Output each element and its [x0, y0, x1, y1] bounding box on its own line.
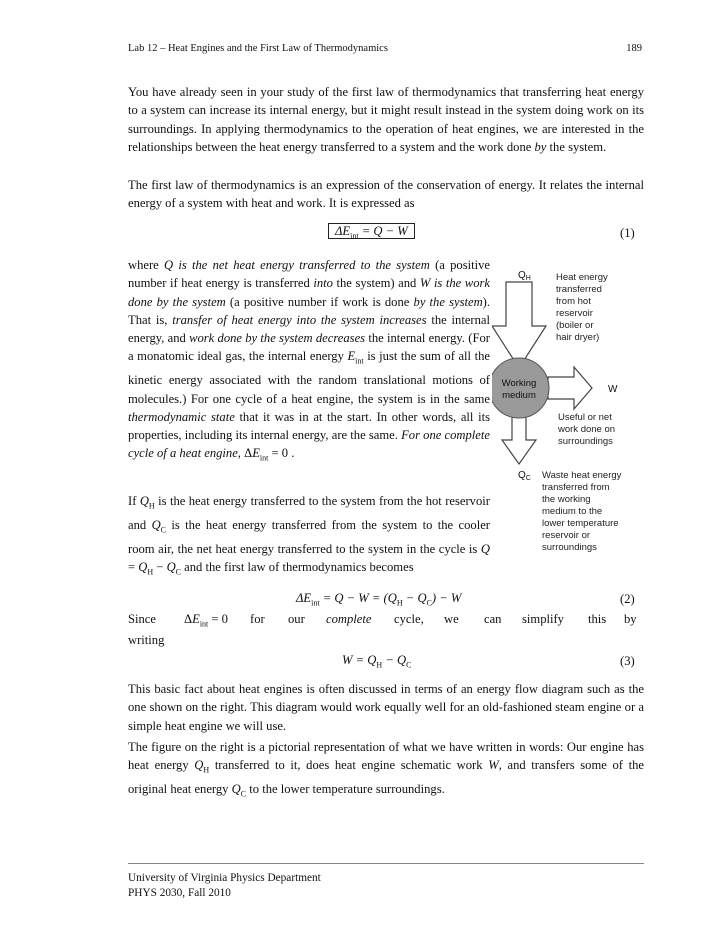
energy-flow-diagram	[492, 268, 662, 598]
equation-2: $\Delta E_{int} = Q - W = (Q_H - Q_C) - W$	[296, 591, 462, 608]
svg-text:Waste heat energy: Waste heat energy	[542, 470, 622, 481]
svg-text:transferred from: transferred from	[542, 482, 610, 493]
equation-3: $W = Q_H - Q_C$	[342, 653, 412, 670]
svg-text:QC: $Q_C$	[518, 470, 531, 482]
header-title: Lab 12 – Heat Engines and the First Law of Thermodynamics	[128, 43, 388, 54]
svg-text:medium to the: medium to the	[542, 506, 603, 517]
svg-text:Useful or net: Useful or net	[558, 412, 612, 423]
svg-text:surroundings: surroundings	[558, 436, 613, 447]
footer	[128, 871, 321, 901]
paragraph-heat-transfer: If $Q_H$ is the heat energy transferred to the system from the hot reservoir and $Q_C$ is the heat energy transferred from the system to the cooler room air, the net heat energy transferred to the system in the cycle is $Q = Q_H - Q_C$ and the first law of thermodynamics becomes	[128, 494, 490, 577]
paragraph-intro: You have already seen in your study of the first law of thermodynamics that transferring heat energy to a system can increase its internal energy, but it might result instead in the system doing work on its surroundings. In applying thermodynamics to the operation of heat engines, we are interested in the relationships between the heat energy transferred to a system and the work done by the system.	[128, 85, 644, 154]
footer-line-2: PHYS 2030, Fall 2010	[128, 887, 231, 899]
equation-2-number: (2)	[620, 592, 635, 606]
svg-text:reservoir or: reservoir or	[542, 530, 591, 541]
equation-3-number: (3)	[620, 654, 635, 668]
w-arrow	[548, 367, 592, 409]
page-number: 189	[626, 43, 642, 54]
svg-text:surroundings: surroundings	[542, 542, 597, 553]
paragraph-definitions: where Q is the net heat energy transferred to the system (a positive number if heat energy is transferred into the system) and W is the work done by the system (a positive number if work is done by the system). That is, transfer of heat energy into the system increases the internal energy, and work done by the system decreases the internal energy. (For a monatomic ideal gas, the internal energy $E_{int}$ is just the sum of all the kinetic energy associated with the random translational motions of molecules.) For one cycle of a heat engine, the system is in the same thermodynamic state that it was in at the start. In other words, all its properties, including its internal energy, are the same. For one complete cycle of a heat engine, $\Delta E_{int} = 0$ .	[128, 258, 491, 463]
svg-text:from hot: from hot	[556, 296, 591, 307]
svg-text:(boiler or: (boiler or	[556, 320, 594, 331]
footer-divider	[128, 863, 644, 864]
svg-text:reservoir: reservoir	[556, 308, 593, 319]
equation-1: $\Delta E_{int} = Q - W$	[328, 224, 415, 241]
svg-text:transferred: transferred	[556, 284, 602, 295]
svg-text:W: W	[608, 384, 618, 395]
qc-arrow	[502, 416, 536, 464]
svg-text:lower temperature: lower temperature	[542, 518, 619, 529]
svg-text:QH: $Q_H$	[518, 270, 531, 282]
footer-line-1: University of Virginia Physics Department	[128, 872, 321, 884]
svg-text:the working: the working	[542, 494, 591, 505]
paragraph-first-law: The first law of thermodynamics is an expression of the conservation of energy. It relates the internal energy of a system with heat and work. It is expressed as	[128, 178, 644, 211]
qh-arrow	[492, 282, 546, 368]
equation-1-number: (1)	[620, 226, 635, 240]
paragraph-energy-flow: This basic fact about heat engines is often discussed in terms of an energy flow diagram such as the one shown on the right. This diagram would work equally well for an old-fashioned steam engine or a simple heat engine we will use.	[128, 682, 644, 733]
svg-text:Heat energy: Heat energy	[556, 272, 608, 283]
running-header	[128, 43, 642, 54]
document-page: Lab 12 – Heat Engines and the First Law of Thermodynamics 189 You have already seen in your study of the first law of thermodynamics that transferring heat energy to a system can increase its internal energy, but it might result instead in the system doing work on its surroundings. In applying thermodynamics to the operation of heat engines, we are interested in the relationships between the heat energy transferred to a system and the work done by the system. The first law of thermodynamics is an expression of the conservation of energy. It relates the internal energy of a system with heat and work. It is expressed as $\Delta E_{int} = Q - W$ (1) where Q is the net heat energy transferred to the system (a positive number if heat energy is transferred into the system) and W is the work done by the system (a positive number if work is done by the system). That is, transfer of heat energy into the system increases the internal energy, and work done by the system decreases the internal energy. (For a monatomic ideal gas, the internal energy $E_{int}$ is just the sum of all the kinetic energy associated with the random translational motions of molecules.) For one cycle of a heat engine, the system is in the same thermodynamic state that it was in at the start. In other words, all its properties, including its internal energy, are the same. For one complete cycle of a heat engine, $\Delta E_{int} = 0$ . If $Q_H$ is the heat energy transferred to the system from the hot reservoir and $Q_C$ is the heat energy transferred from the system to the cooler room air, the net heat energy transferred to the system in the cycle is $Q = Q_H - Q_C$ and the first law of thermodynamics becomes $\Delta E_{int} = Q - W = (Q_H - Q_C) - W$ (2) Since $\Delta E_{int} = 0$ for our complete cycle, we can simplify this by writing $W = Q_H - Q_C$ (3) This basic fact about heat engines is often discussed in terms of an energy flow diagram such as the one shown on the right. This diagram would work equally well for an old-fashioned steam engine or a simple heat engine we will use. The figure on the right is a pictorial representation of what we have written in words: Our engine has heat energy $Q_H$ transferred to it, does heat engine schematic work W, and transfers some of the original heat energy $Q_C$ to the lower temperature surroundings. Working medium $Q_H$ Heat energy transferred from hot reservoir (boiler or hair dryer) W Useful or net work done on surroundings $Q_C$ Waste heat energy transferred from the working medium to the lower temperature reservoir or surroundings University of Virginia Physics Department PHYS 2030, Fall 2010	[0, 0, 728, 943]
svg-text:work done on: work done on	[558, 424, 616, 435]
since-line-continued: writing	[128, 633, 165, 647]
svg-text:hair dryer): hair dryer)	[556, 332, 600, 343]
center-label-2: medium	[502, 390, 536, 401]
center-label-1: Working	[501, 378, 537, 389]
paragraph-figure-description: The figure on the right is a pictorial representation of what we have written in words: Our engine has heat energy $Q_H$ transferred to it, does heat engine schematic work W, and transfers some of the original heat energy $Q_C$ to the lower temperature surroundings.	[128, 740, 644, 799]
